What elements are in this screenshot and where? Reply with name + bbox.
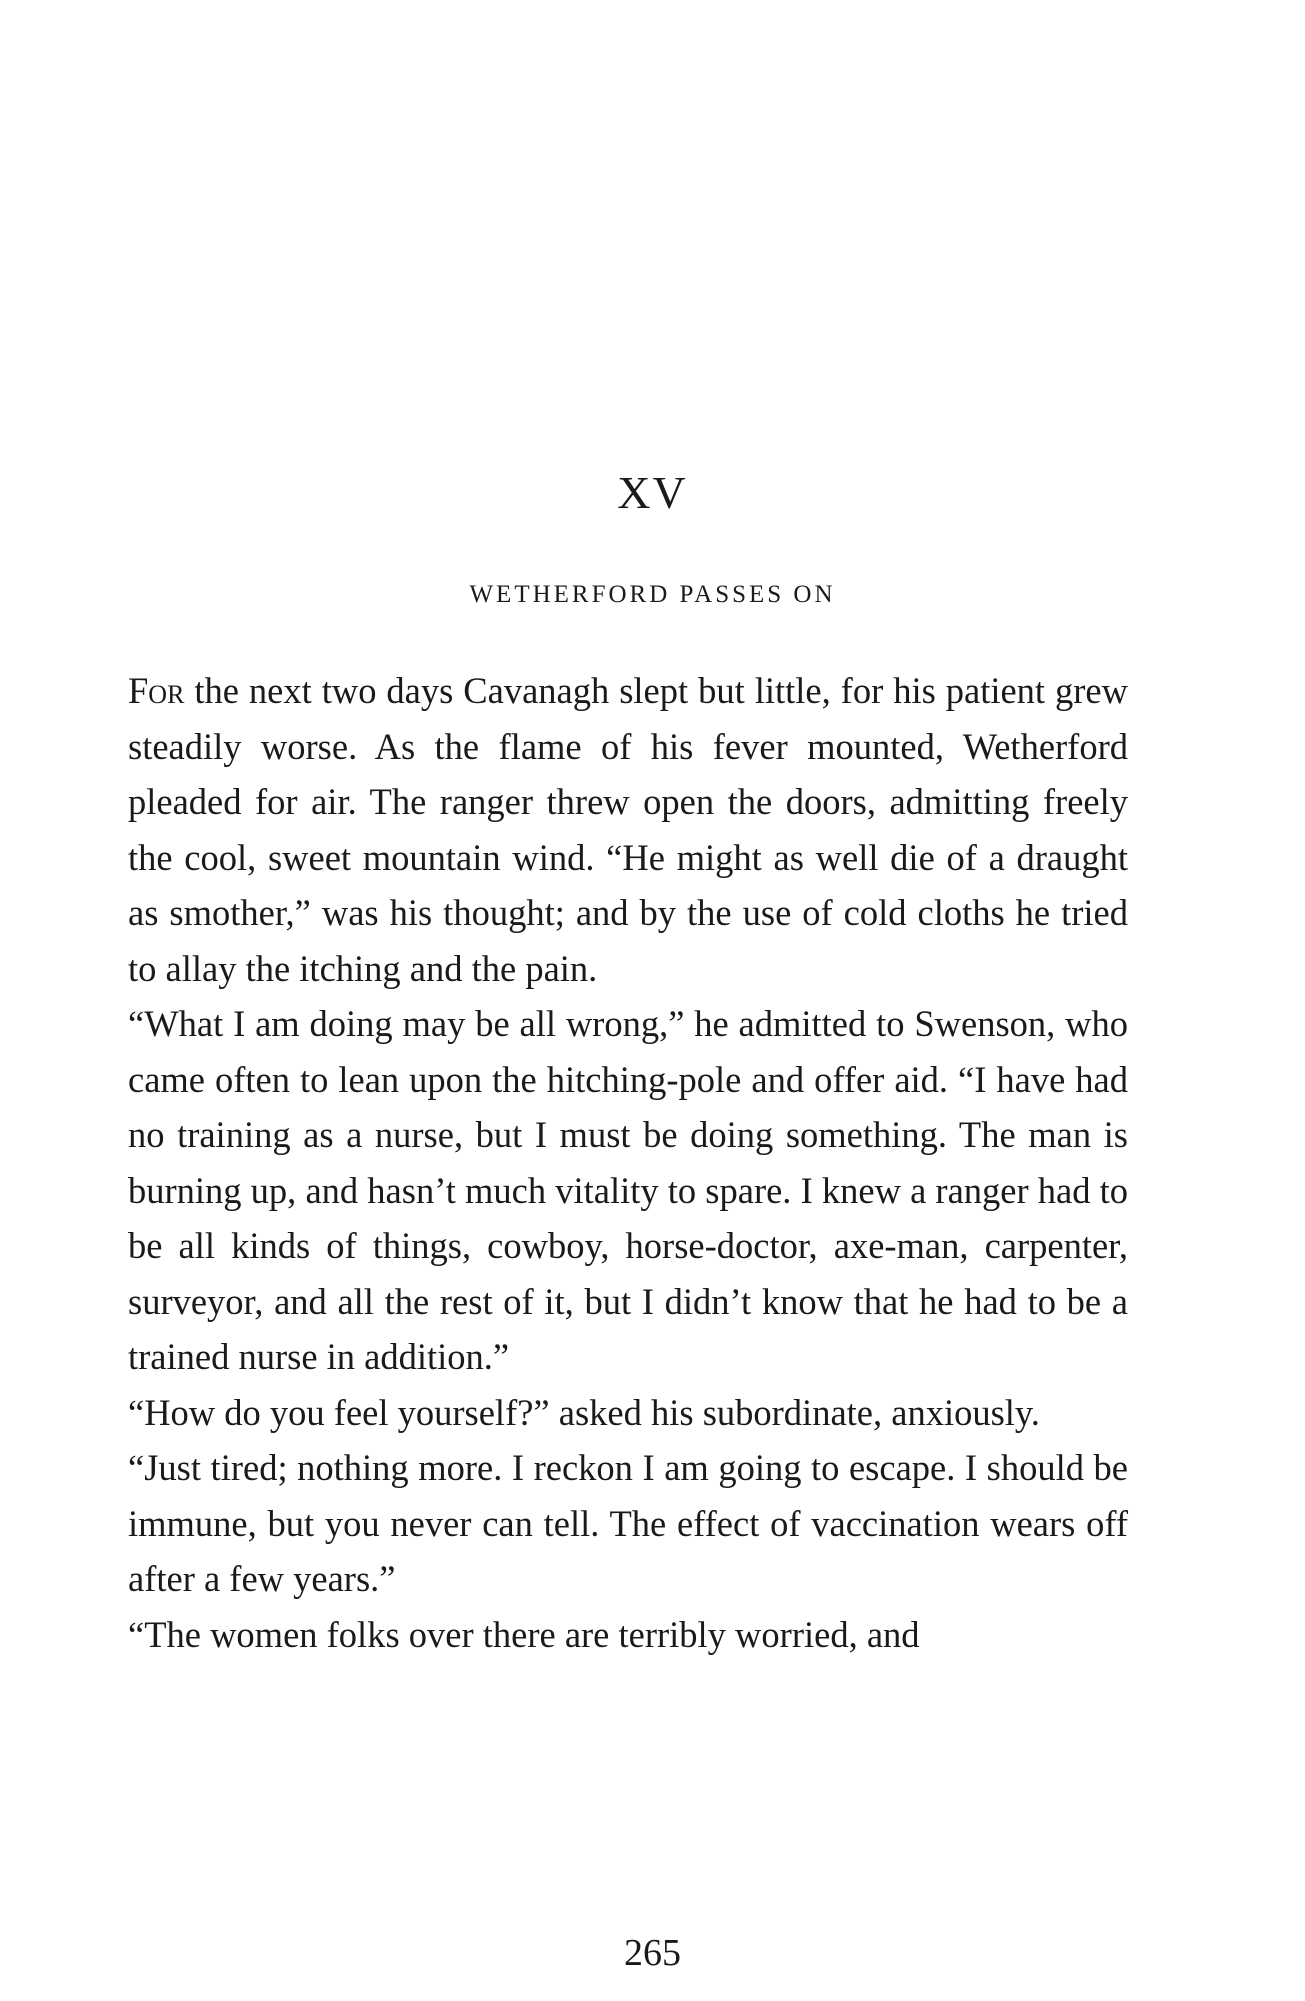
paragraph xyxy=(128,663,1128,996)
paragraph: “Just tired; nothing more. I reckon I am going to escape. I should be immune, but you never can tell. The effect of vaccination wears off after a few years.” xyxy=(128,1447,1128,1599)
paragraph: “The women folks over there are terribly worried, and xyxy=(128,1613,920,1655)
paragraph: “What I am doing may be all wrong,” he admitted to Swenson, who came often to lean upon the hitching-pole and offer aid. “I have had no training as a nurse, but I must be doing something. The man is burning up, and hasn’t much vitality to spare. I knew a ranger had to be all kinds of things, cowboy, horse-doctor, axe-man, carpenter, surveyor, and all the rest of it, but I didn’t know that he had to be a trained nurse in addition.” xyxy=(128,1003,1128,1377)
paragraph: “How do you feel yourself?” asked his subordinate, anxiously. xyxy=(128,1391,1040,1433)
paragraph-text: the next two days Cavanagh slept but little, for his patient grew steadily worse. As the flame of his fever mounted, Wetherford pleaded for air. The ranger threw open the doors, admitting freely the cool, sweet mountain wind. “He might as well die of a draught as smother,” was his thought; and by the use of cold cloths he tried to allay the itching and the pain. xyxy=(128,670,1128,989)
body-text xyxy=(128,663,1128,1662)
paragraph-lead-word: For xyxy=(128,670,185,711)
chapter-number: XV xyxy=(617,467,688,518)
page-number: 265 xyxy=(624,1932,681,1974)
chapter-title: WETHERFORD PASSES ON xyxy=(469,581,836,608)
